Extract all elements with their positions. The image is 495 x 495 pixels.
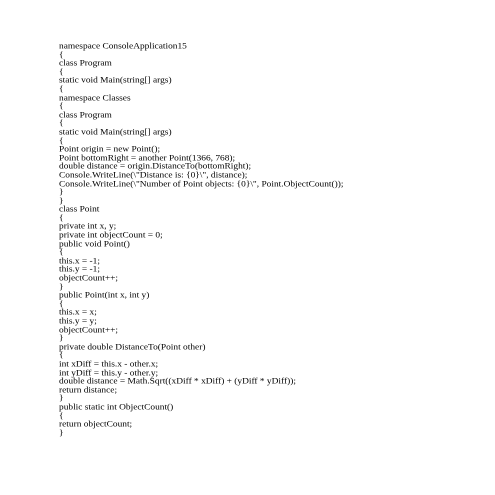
code-line: objectCount++; xyxy=(59,325,119,335)
code-line: } xyxy=(59,282,64,292)
code-line: { xyxy=(59,67,64,78)
code-line: { xyxy=(59,85,64,95)
code-line: public Point(int x, int y) xyxy=(59,291,150,301)
code-line: { xyxy=(59,50,64,60)
code-line: { xyxy=(59,213,64,224)
code-line: return objectCount; xyxy=(59,420,133,430)
code-line: Point bottomRight = another Point(1366, 768); xyxy=(59,153,236,163)
code-line: class Program xyxy=(59,110,112,121)
code-line: Console.WriteLine(\"Distance is: {0}\", distance); xyxy=(59,170,248,181)
code-line: class Program xyxy=(59,59,112,69)
code-line: namespace ConsoleApplication15 xyxy=(59,42,187,52)
code-line: double distance = origin.DistanceTo(bottomRight); xyxy=(59,162,252,172)
code-line: { xyxy=(59,102,64,112)
code-line: return distance; xyxy=(59,385,118,396)
code-line: { xyxy=(59,351,64,361)
code-line: int xDiff = this.x - other.x; xyxy=(59,360,159,370)
code-line: { xyxy=(59,411,64,421)
code-line: } xyxy=(59,428,64,438)
code-line: { xyxy=(59,248,64,258)
code-line: } xyxy=(59,188,64,198)
code-line: namespace Classes xyxy=(59,93,131,103)
code-line: Point origin = new Point(); xyxy=(59,145,161,155)
code-line: this.y = y; xyxy=(59,317,97,327)
code-line: this.x = x; xyxy=(59,308,97,318)
code-line: private double DistanceTo(Point other) xyxy=(59,342,206,353)
code-line: { xyxy=(59,136,64,146)
code-line: objectCount++; xyxy=(59,274,119,284)
code-line: static void Main(string[] args) xyxy=(59,128,172,138)
code-line: } xyxy=(59,196,64,206)
code-line: this.y = -1; xyxy=(59,265,100,275)
code-line: Console.WriteLine(\"Number of Point objects: {0}\", Point.ObjectCount()); xyxy=(59,179,344,189)
code-line: int yDiff = this.y - other.y; xyxy=(59,368,159,378)
code-line: public static int ObjectCount() xyxy=(59,403,174,413)
code-line: { xyxy=(59,119,64,129)
code-line: private int x, y; xyxy=(59,222,117,232)
code-line: double distance = Math.Sqrt((xDiff * xDiff) + (yDiff * yDiff)); xyxy=(59,377,296,387)
code-line: public void Point() xyxy=(59,239,130,249)
code-line: static void Main(string[] args) xyxy=(59,76,172,86)
code-line: } xyxy=(59,394,64,404)
code-line: private int objectCount = 0; xyxy=(59,231,163,241)
code-line: class Point xyxy=(59,205,100,215)
code-listing xyxy=(59,43,479,438)
code-line: this.x = -1; xyxy=(59,256,100,267)
code-line: } xyxy=(59,334,64,344)
code-line: { xyxy=(59,299,64,310)
